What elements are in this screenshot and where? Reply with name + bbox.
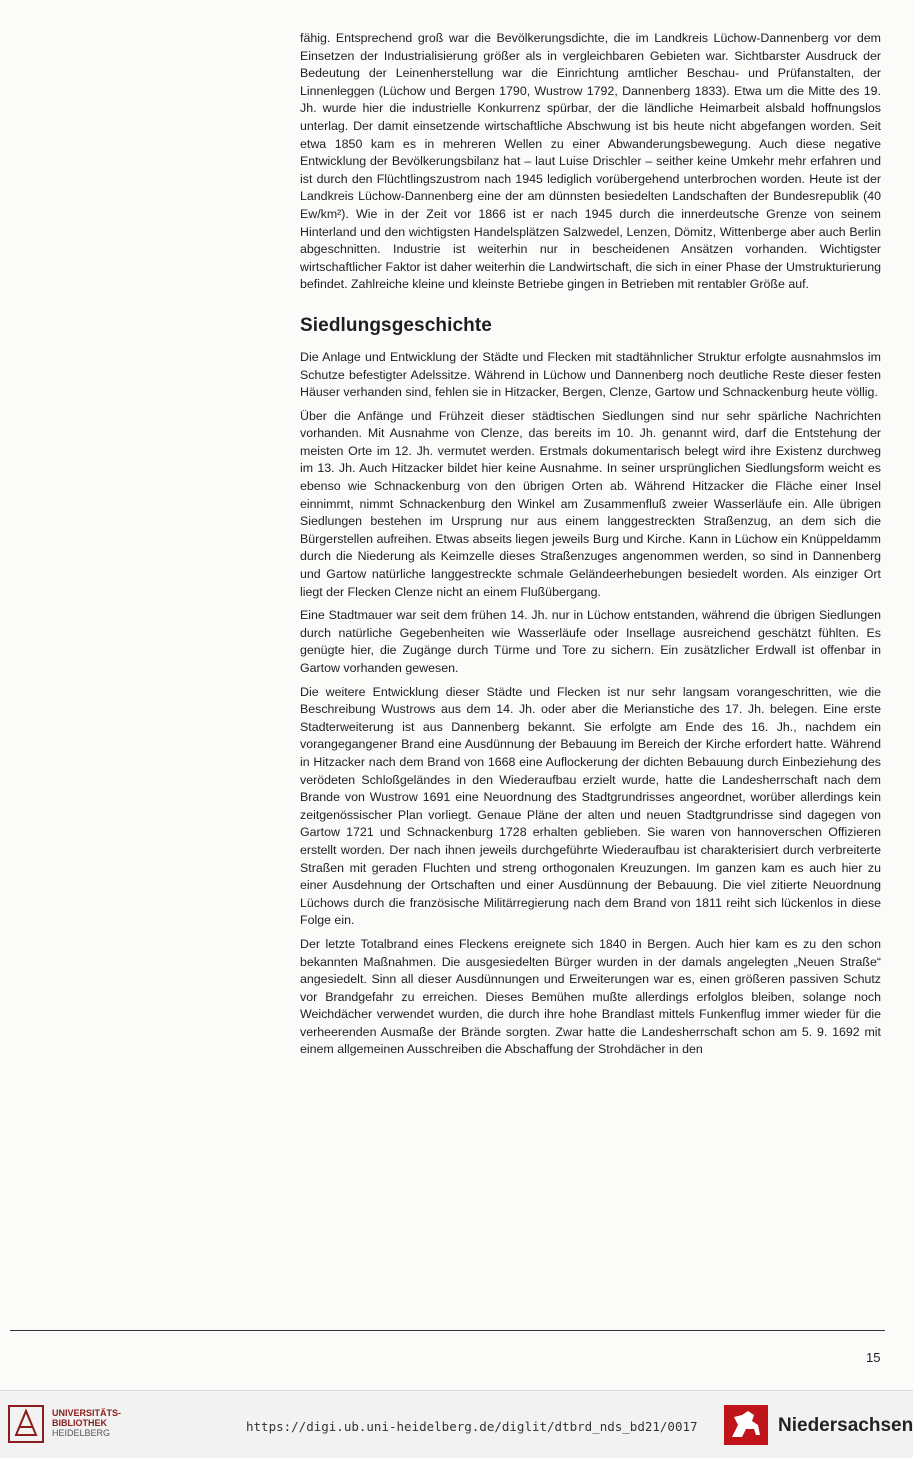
document-url[interactable]: https://digi.ub.uni-heidelberg.de/diglit/dtbrd_nds_bd21/0017 [246,1419,698,1434]
paragraph: Eine Stadtmauer war seit dem frühen 14. Jh. nur in Lüchow entstanden, während die übrigen Siedlungen durch natürliche Gegebenheiten wie Wasserläufe oder Insellage ausreichend geschätzt fühlten. Es genügte hier, die Zugänge durch Türme und Tore zu sichern. Ein zusätzlicher Erdwall ist offenbar in Gartow vorhanden gewesen. [300,608,881,675]
paragraph: Über die Anfänge und Frühzeit dieser städtischen Siedlungen sind nur sehr spärliche Nachrichten vorhanden. Mit Ausnahme von Clenze, das bereits im 10. Jh. genannt wird, darf die Entstehung der meisten Orte im 12. Jh. vermutet werden. Erstmals dokumentarisch belegt wird ihre Existenz durchweg im 13. Jh. Auch Hitzacker bildet hier keine Ausnahme. In seiner ursprünglichen Siedlungsform weicht es ebenso wie Schnackenburg von den übrigen Orten ab. Während Hitzacker die Fläche einer Insel einnimmt, nimmt Schnackenburg den Winkel am Zusammenfluß zweier Wasserläufe ein. Alle übrigen Siedlungen bestehen im Ursprung nur aus einem langgestreckten Straßenzug, an dem sich die Bürgerstellen aufreihen. Etwas abseits liegen jeweils Burg und Kirche. Kann in Lüchow ein Knüppeldamm durch die Niederung als Keimzelle dieses Straßenzuges angenommen werden, so sind in Dannenberg und Gartow natürliche langgestreckte schmale Geländeerhebungen besiedelt worden. Als einziger Ort liegt der Flecken Clenze nicht an einem Flußübergang. [300,408,881,599]
text-column [300,30,881,1065]
paragraph-intro: fähig. Entsprechend groß war die Bevölkerungsdichte, die im Landkreis Lüchow-Dannenberg vor dem Einsetzen der Industrialisierung größer als in vergleichbaren Gebieten war. Sichtbarster Ausdruck der Bedeutung der Leinenherstellung war die Einrichtung amtlicher Beschau- und Prüfanstalten, der Linnenleggen (Lüchow und Bergen 1790, Wustrow 1792, Dannenberg 1833). Etwa um die Mitte des 19. Jh. wurde hier die industrielle Konkurrenz spürbar, der die ländliche Heimarbeit alsbald hoffnungslos unterlag. Der damit einsetzende wirtschaftliche Abschwung ist bis heute nicht abgefangen worden. Seit etwa 1850 kam es in mehreren Wellen zu einer Abwanderungsbewegung. Auch diese negative Entwicklung der Bevölkerungsbilanz hat – laut Luise Drischler – seither keine Umkehr mehr erfahren und ist durch den Flüchtlingszustrom nach 1945 lediglich vorübergehend unterbrochen worden. Heute ist der Landkreis Lüchow-Dannenberg eine der am dünnsten besiedelten Landschaften der Bundesrepublik (40 Ew/km²). Wie in der Zeit vor 1866 ist er nach 1945 durch die innerdeutsche Grenze von seinem Hinterland und den wichtigsten Handelsplätzen Salzwedel, Lenzen, Dömitz, Wittenberge aber auch Berlin abgeschnitten. Industrie ist weiterhin nur in bescheidenen Ansätzen vorhanden. Wichtigster wirtschaftlicher Faktor ist daher weiterhin die Landwirtschaft, die sich in einer Phase der Umstrukturierung befindet. Zahlreiche kleine und kleinste Betriebe gingen in Betrieben mit rentabler Größe auf. [300,31,881,292]
uni-line-3: HEIDELBERG [52,1428,111,1438]
uni-line-2: BIBLIOTHEK [52,1418,107,1428]
paragraph: Der letzte Totalbrand eines Fleckens ereignete sich 1840 in Bergen. Auch hier kam es zu den schon bekannten Maßnahmen. Die ausgesiedelten Bürger wurden in der damals angelegten „Neuen Straße“ angesiedelt. Sinn all dieser Ausdünnungen und Erweiterungen war es, einen größeren passiven Schutz vor Brandgefahr zu erreichen. Dieses Bemühen mußte allerdings erfolglos bleiben, solange noch Weichdächer verwendet wurden, die durch ihre hohe Brandlast mittels Funkenflug immer wieder für die verheerenden Ausmaße der Brände sorgten. Zwar hatte die Landesherrschaft schon am 5. 9. 1692 mit einem allgemeinen Ausschreiben die Abschaffung der Strohdächer in den [300,936,881,1057]
viewer-footer [0,1390,913,1458]
state-label[interactable]: Niedersachsen [778,1415,913,1436]
university-library-label[interactable] [52,1408,121,1438]
footer-rule [10,1330,885,1331]
paragraph: Die Anlage und Entwicklung der Städte und Flecken mit stadtähnlicher Struktur erfolgte ausnahmslos im Schutze befestigter Adelssitze. Während in Lüchow und Dannenberg noch deutliche Reste dieser festen Häuser verhanden sind, fehlen sie in Hitzacker, Bergen, Clenze, Gartow und Schnackenburg heute völlig. [300,349,881,400]
lower-saxony-horse-icon[interactable] [724,1405,768,1445]
page-number: 15 [866,1350,881,1365]
uni-line-1: UNIVERSITÄTS- [52,1408,122,1418]
university-seal-icon[interactable] [8,1405,44,1443]
paragraph: Die weitere Entwicklung dieser Städte und Flecken ist nur sehr langsam vorangeschritten, wie die Beschreibung Wustrows aus dem 14. Jh. oder aber die Merianstiche des 17. Jh. belegen. Eine erste Stadterweiterung ist aus Dannenberg bekannt. Sie erfolgte am Ende des 16. Jh., nachdem ein vorangegangener Brand eine Ausdünnung der Bebauung im Bereich der Kirche erfordert hatte. Während in Hitzacker nach dem Brand von 1668 eine Auflockerung der dichten Bebauung durch Einbeziehung des verödeten Schloßgeländes in den Wiederaufbau erzielt wurde, hatte die Landesherrschaft nach dem Brande von Wustrow 1691 eine Neuordnung des Stadtgrundrisses angeordnet, worüber allerdings kein zeitgenössischer Plan vorliegt. Genaue Pläne der alten und neuen Stadtgrundrisse sind dagegen von Gartow 1721 und Schnackenburg 1728 erhalten geblieben. Sie waren von hannoverschen Offizieren erstellt worden. Der nach ihnen jeweils durchgeführte Wiederaufbau ist charakterisiert durch verbreiterte Straßen mit geraden Fluchten und streng orthogonalen Kreuzungen. Im ganzen kam es auch hier zu einer Ausdehnung der Ortschaften und einer Ausdünnung der Bebauung. Die viel zitierte Neuordnung Lüchows durch die französische Militärregierung nach dem Brand von 1811 reiht sich lückenlos in diese Folge ein. [300,684,881,928]
section-heading: Siedlungsgeschichte [300,314,492,336]
